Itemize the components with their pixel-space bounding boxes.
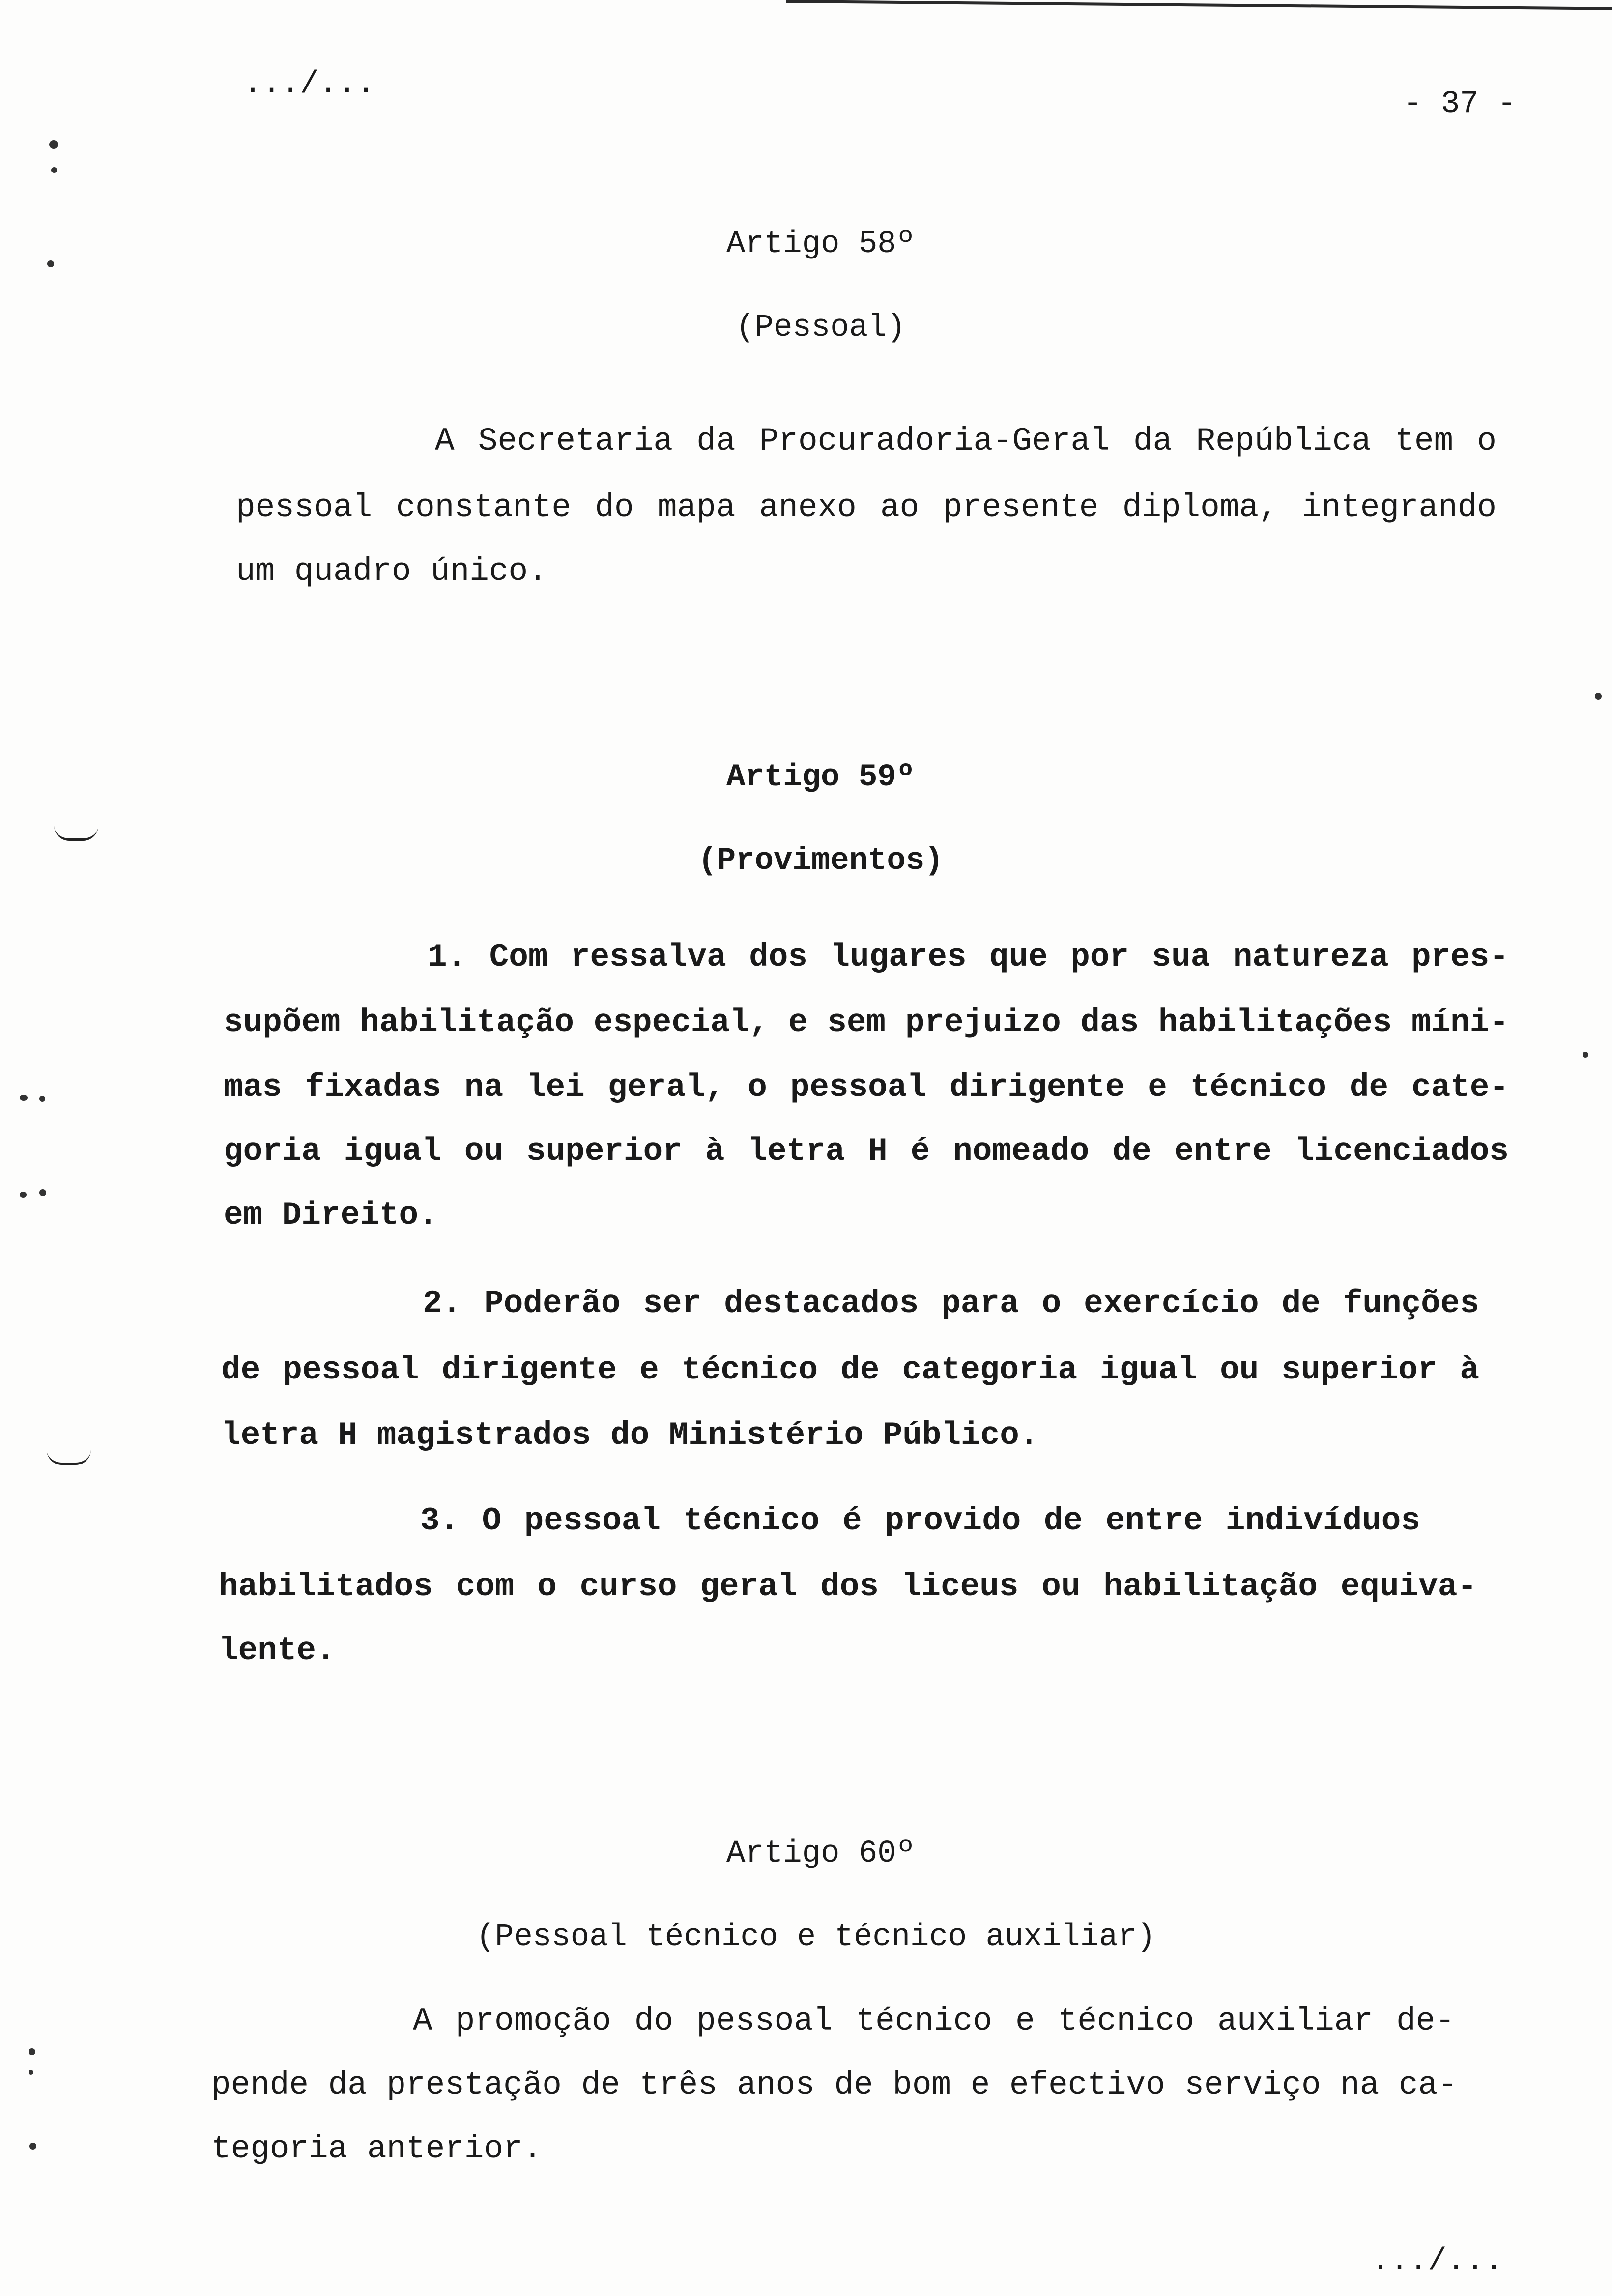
article-60-line-3: tegoria anterior. (211, 2130, 543, 2167)
article-59-p1-line-3: mas fixadas na lei geral, o pessoal dirigente e técnico de cate- (224, 1069, 1509, 1106)
speck (49, 140, 58, 149)
speck (20, 1095, 28, 1101)
article-58-heading: Artigo 58º (726, 227, 916, 262)
article-59-p2-line-1: 2. Poderão ser destacados para o exercício de funções (423, 1285, 1479, 1322)
speck (51, 167, 57, 173)
article-58-line-1: A Secretaria da Procuradoria-Geral da República tem o (435, 423, 1497, 459)
margin-mark-1 (54, 826, 98, 841)
margin-mark-2 (47, 1450, 91, 1465)
top-edge-rule (786, 0, 1612, 14)
continuation-top: .../... (243, 67, 375, 102)
article-59-p3-line-3: lente. (219, 1632, 336, 1669)
continuation-bottom: .../... (1371, 2244, 1503, 2279)
speck (20, 1192, 27, 1198)
speck (39, 1096, 45, 1102)
article-60-line-1: A promoção do pessoal técnico e técnico auxiliar de- (413, 2003, 1455, 2039)
article-60-subtitle: (Pessoal técnico e técnico auxiliar) (476, 1920, 1156, 1955)
article-59-subtitle: (Provimentos) (698, 843, 944, 879)
article-59-p1-line-1: 1. Com ressalva dos lugares que por sua natureza pres- (428, 939, 1509, 976)
article-59-p1-line-4: goria igual ou superior à letra H é nomeado de entre licenciados (224, 1133, 1509, 1170)
article-58-line-2: pessoal constante do mapa anexo ao presente diploma, integrando (236, 489, 1497, 526)
article-59-p3-line-1: 3. O pessoal técnico é provido de entre indivíduos (420, 1502, 1420, 1539)
speck (1583, 1052, 1588, 1058)
article-60-line-2: pende da prestação de três anos de bom e efectivo serviço na ca- (211, 2066, 1457, 2103)
page-number: - 37 - (1403, 86, 1517, 122)
speck (29, 2143, 36, 2150)
speck (29, 2048, 35, 2055)
speck (39, 1189, 46, 1196)
article-59-p2-line-2: de pessoal dirigente e técnico de categoria igual ou superior à (221, 1351, 1479, 1388)
article-59-p2-line-3: letra H magistrados do Ministério Público. (221, 1417, 1039, 1454)
article-59-p3-line-2: habilitados com o curso geral dos liceus ou habilitação equiva- (219, 1568, 1477, 1605)
speck (1595, 693, 1602, 700)
article-60-heading: Artigo 60º (726, 1836, 916, 1871)
speck (29, 2070, 33, 2075)
speck (47, 260, 54, 267)
article-59-p1-line-5: em Direito. (224, 1197, 438, 1234)
article-59-heading: Artigo 59º (726, 760, 916, 795)
article-58-line-3: um quadro único. (236, 553, 547, 590)
article-59-p1-line-2: supõem habilitação especial, e sem prejuizo das habilitações míni- (224, 1004, 1509, 1041)
article-58-subtitle: (Pessoal) (736, 310, 906, 345)
